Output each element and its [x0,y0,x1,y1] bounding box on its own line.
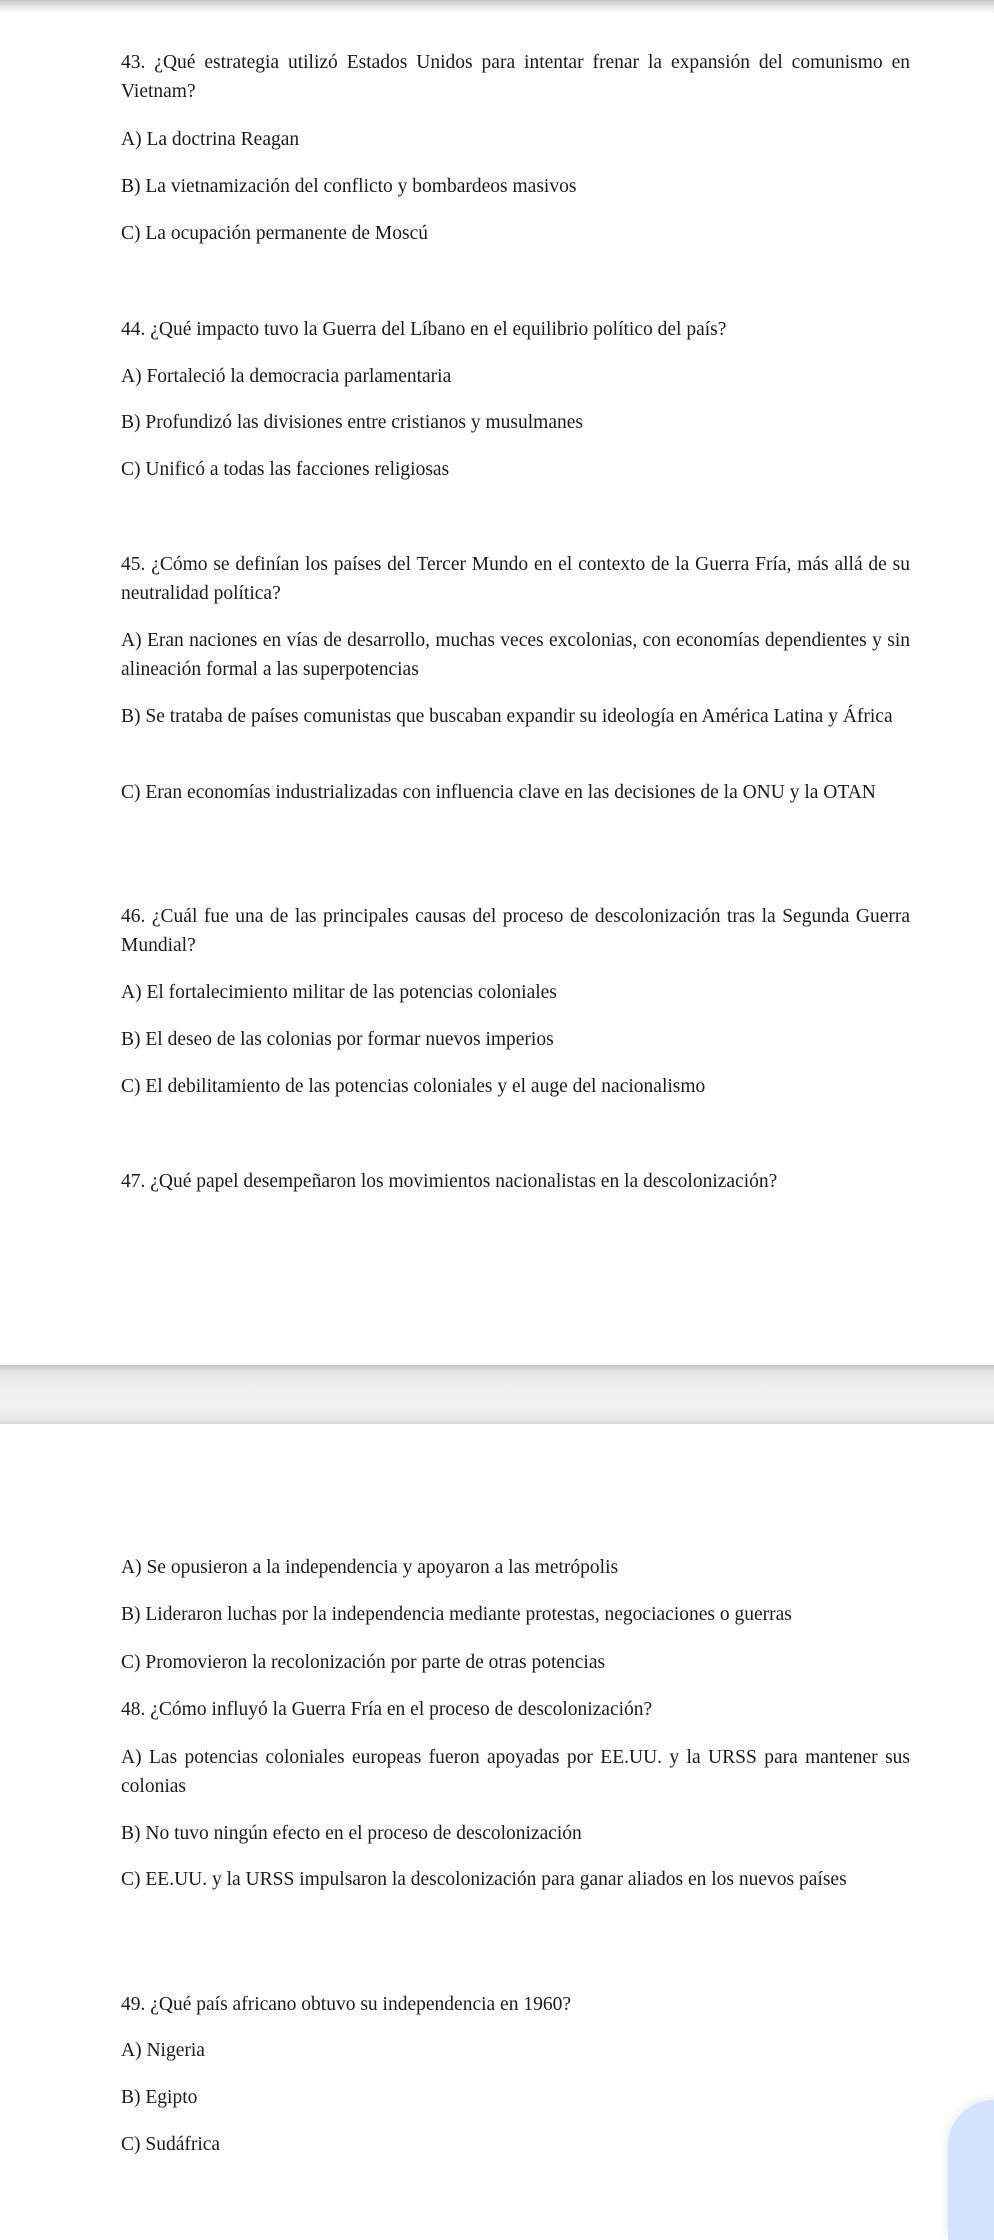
question-44: 44. ¿Qué impacto tuvo la Guerra del Líbano en el equilibrio político del país? [121,319,727,340]
question-49: 49. ¿Qué país africano obtuvo su independencia en 1960? [121,1994,571,2015]
question-44-option-b: B) Profundizó las divisiones entre cristianos y musulmanes [121,412,583,433]
question-48-option-b: B) No tuvo ningún efecto en el proceso de descolonización [121,1823,582,1844]
question-43-option-a: A) La doctrina Reagan [121,129,300,150]
viewer-top-shadow [0,0,994,14]
question-44-option-c: C) Unificó a todas las facciones religiosas [121,459,450,480]
question-47-option-a: A) Se opusieron a la independencia y apoyaron a las metrópolis [121,1557,619,1578]
question-48-option-a: A) Las potencias coloniales europeas fueron apoyadas por EE.UU. y la URSS para mantener sus colonias [121,1747,910,1797]
question-47-option-b: B) Lideraron luchas por la independencia mediante protestas, negociaciones o guerras [121,1604,792,1625]
question-47: 47. ¿Qué papel desempeñaron los movimientos nacionalistas en la descolonización? [121,1171,778,1192]
question-44-option-a: A) Fortaleció la democracia parlamentaria [121,366,452,387]
question-43: 43. ¿Qué estrategia utilizó Estados Unidos para intentar frenar la expansión del comunismo en Vietnam? [121,52,910,102]
question-46-option-c: C) El debilitamiento de las potencias coloniales y el auge del nacionalismo [121,1076,706,1097]
question-45-option-b: B) Se trataba de países comunistas que buscaban expandir su ideología en América Latina y África [121,706,893,727]
question-43-option-b: B) La vietnamización del conflicto y bombardeos masivos [121,176,577,197]
question-45-option-a: A) Eran naciones en vías de desarrollo, muchas veces excolonias, con economías dependientes y sin alineación formal a las superpotencias [121,630,910,680]
question-45-option-c: C) Eran economías industrializadas con influencia clave en las decisiones de la ONU y la OTAN [121,782,876,803]
question-49-option-b: B) Egipto [121,2087,198,2108]
floating-action-button[interactable] [948,2100,994,2240]
question-46-option-a: A) El fortalecimiento militar de las potencias coloniales [121,982,557,1003]
question-49-option-a: A) Nigeria [121,2040,205,2061]
question-46-option-b: B) El deseo de las colonias por formar nuevos imperios [121,1029,554,1050]
document-page-1 [0,14,994,1365]
page-separator [0,1365,994,1424]
question-48-option-c: C) EE.UU. y la URSS impulsaron la descolonización para ganar aliados en los nuevos países [121,1869,847,1890]
question-47-option-c: C) Promovieron la recolonización por parte de otras potencias [121,1652,606,1673]
question-43-option-c: C) La ocupación permanente de Moscú [121,223,429,244]
question-46: 46. ¿Cuál fue una de las principales causas del proceso de descolonización tras la Segunda Guerra Mundial? [121,906,910,956]
question-45: 45. ¿Cómo se definían los países del Tercer Mundo en el contexto de la Guerra Fría, más allá de su neutralidad política? [121,554,910,604]
question-49-option-c: C) Sudáfrica [121,2134,221,2155]
question-48: 48. ¿Cómo influyó la Guerra Fría en el proceso de descolonización? [121,1699,653,1720]
